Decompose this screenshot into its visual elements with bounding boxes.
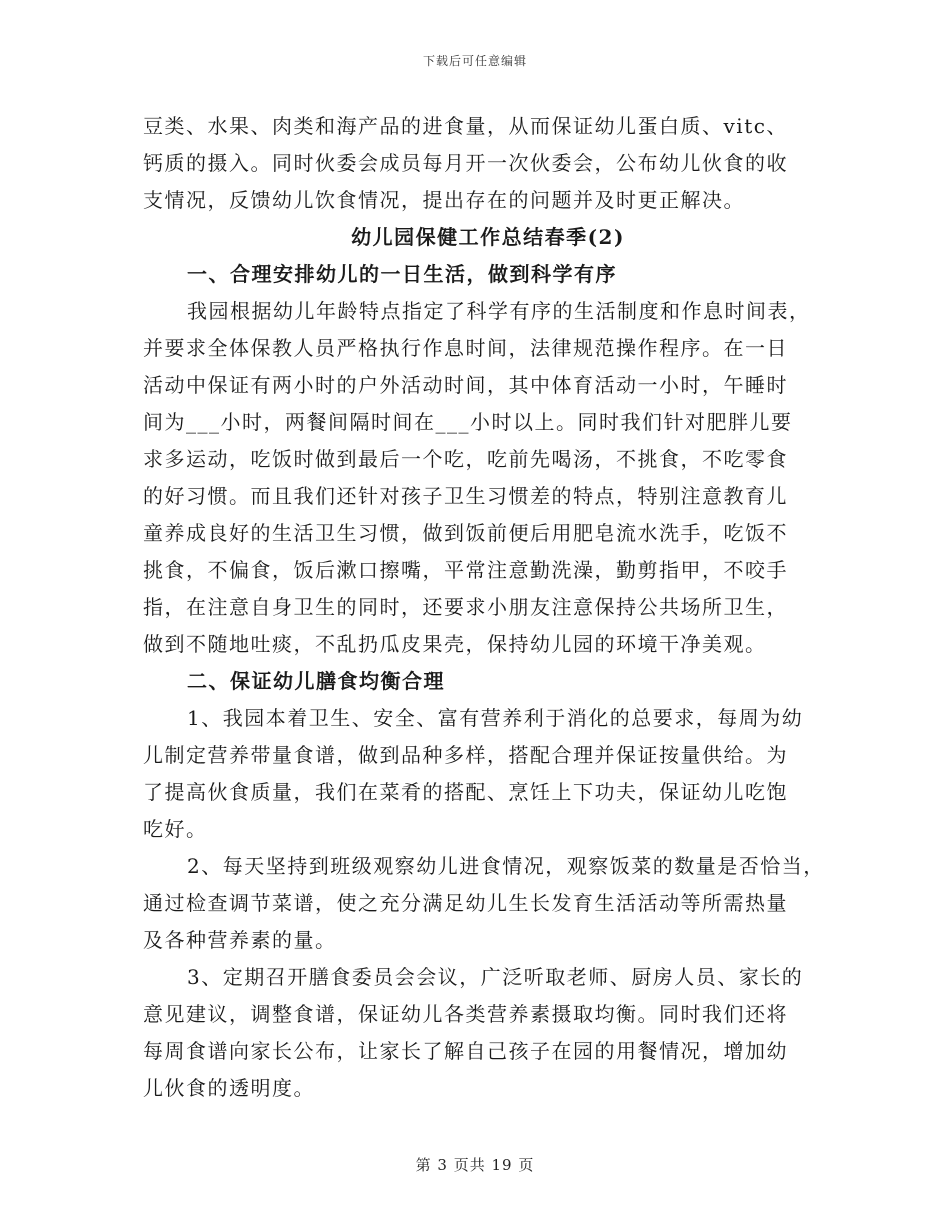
section-heading-2: 二、保证幼儿膳食均衡合理 (187, 669, 445, 693)
page-header: 下载后可任意编辑 (422, 54, 527, 68)
text-line: 并要求全体保教人员严格执行作息时间，法律规范操作程序。在一日 (143, 336, 788, 360)
section-heading-1: 一、合理安排幼儿的一日生活，做到科学有序 (187, 262, 617, 286)
document-title: 幼儿园保健工作总结春季(2) (351, 225, 625, 249)
text-line: 挑食，不偏食，饭后漱口擦嘴，平常注意勤洗澡，勤剪指甲，不咬手 (143, 558, 788, 582)
text-line: 3、定期召开膳食委员会会议，广泛听取老师、厨房人员、家长的 (187, 965, 804, 989)
page-footer: 第 3 页共 19 页 (415, 1156, 535, 1174)
text-line: 我园根据幼儿年龄特点指定了科学有序的生活制度和作息时间表， (187, 299, 811, 323)
text-line: 指，在注意自身卫生的同时，还要求小朋友注意保持公共场所卫生， (143, 595, 788, 619)
text-line: 及各种营养素的量。 (143, 928, 337, 952)
text-line: 的好习惯。而且我们还针对孩子卫生习惯差的特点，特别注意教育儿 (143, 484, 788, 508)
text-line: 钙质的摄入。同时伙委会成员每月开一次伙委会，公布幼儿伙食的收 (143, 151, 788, 175)
text-line: 1、我园本着卫生、安全、富有营养利于消化的总要求，每周为幼 (187, 706, 804, 730)
text-line: 儿伙食的透明度。 (143, 1076, 315, 1100)
document-body (143, 108, 823, 1107)
text-line: 吃好。 (143, 817, 208, 841)
text-line: 支情况，反馈幼儿饮食情况，提出存在的问题并及时更正解决。 (143, 188, 745, 212)
text-line: 2、每天坚持到班级观察幼儿进食情况，观察饭菜的数量是否恰当， (187, 854, 825, 878)
text-line: 童养成良好的生活卫生习惯，做到饭前便后用肥皂流水洗手，吃饭不 (143, 521, 788, 545)
text-line: 每周食谱向家长公布，让家长了解自己孩子在园的用餐情况，增加幼 (143, 1039, 788, 1063)
text-line: 了提高伙食质量，我们在菜肴的搭配、烹饪上下功夫，保证幼儿吃饱 (143, 780, 788, 804)
text-line: 儿制定营养带量食谱，做到品种多样，搭配合理并保证按量供给。为 (143, 743, 788, 767)
text-line: 豆类、水果、肉类和海产品的进食量，从而保证幼儿蛋白质、vitc、 (143, 114, 788, 138)
text-line: 意见建议，调整食谱，保证幼儿各类营养素摄取均衡。同时我们还将 (143, 1002, 788, 1026)
text-line: 间为___小时，两餐间隔时间在___小时以上。同时我们针对肥胖儿要 (143, 410, 793, 434)
text-line: 做到不随地吐痰，不乱扔瓜皮果壳，保持幼儿园的环境干净美观。 (143, 632, 767, 656)
text-line: 活动中保证有两小时的户外活动时间，其中体育活动一小时，午睡时 (143, 373, 788, 397)
text-line: 求多运动，吃饭时做到最后一个吃，吃前先喝汤，不挑食，不吃零食 (143, 447, 788, 471)
text-line: 通过检查调节菜谱，使之充分满足幼儿生长发育生活活动等所需热量 (143, 891, 788, 915)
